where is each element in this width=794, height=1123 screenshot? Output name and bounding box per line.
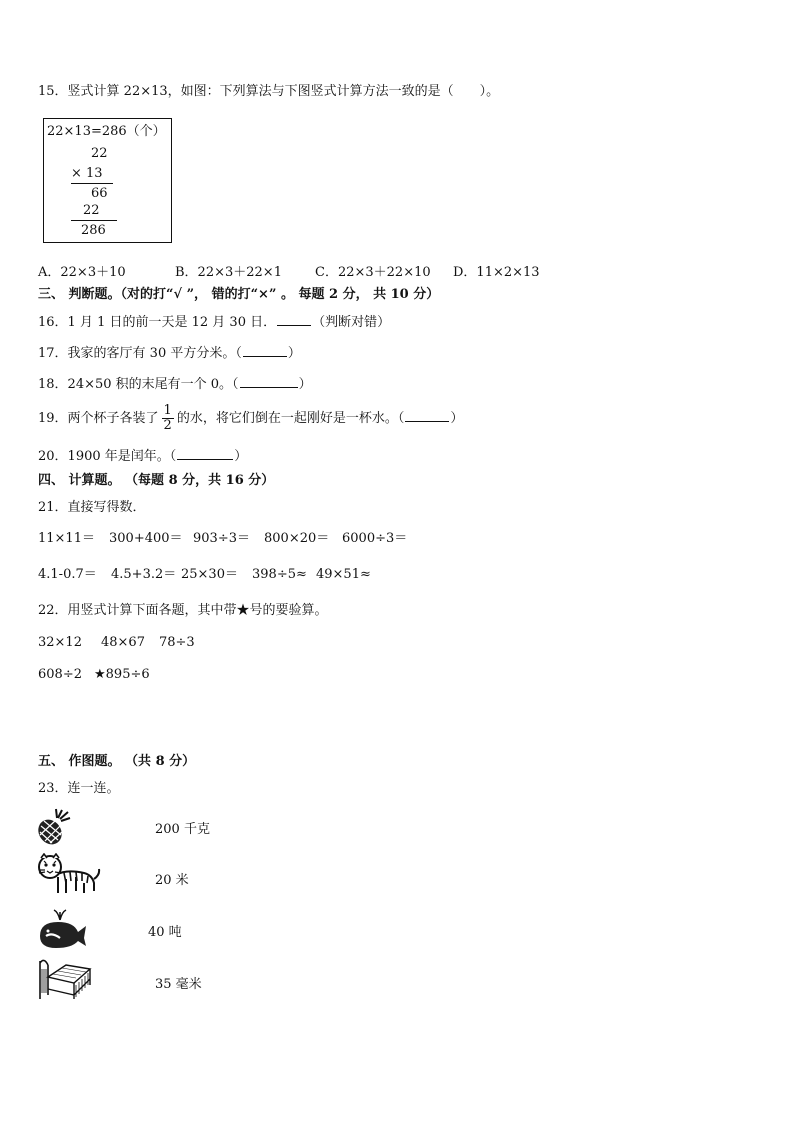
whale-icon[interactable] [36, 908, 88, 950]
calc-title: 22×13=286（个） [47, 124, 166, 139]
q15-option-a[interactable]: A．22×3＋10 [38, 265, 126, 280]
q18 [38, 375, 312, 393]
q16-suffix: （判断对错） [312, 315, 391, 330]
q20-text: 20．1900 年是闰年。（ [38, 449, 177, 464]
q22-stem: 22．用竖式计算下面各题，其中带★号的要验算。 [38, 603, 328, 618]
q18-answer-blank[interactable] [240, 375, 298, 388]
q19 [38, 404, 463, 434]
unit-40-tons[interactable]: 40 吨 [148, 925, 182, 940]
q21-row-1-item-3: 903÷3＝ [193, 531, 250, 546]
q21-row-1-item-5: 6000÷3＝ [342, 531, 408, 546]
calc-partial-2: 22 [83, 203, 100, 218]
q22-item-5: ★895÷6 [94, 667, 150, 682]
section-4-heading: 四、 计算题。 （每题 8 分，共 16 分） [38, 473, 275, 488]
fraction-one-half [162, 404, 174, 433]
q17 [38, 344, 301, 362]
section-3-heading: 三、 判断题。（对的打“√ ”， 错的打“×” 。 每题 2 分， 共 10 分） [38, 287, 440, 302]
q21-row-1-item-1: 11×11＝ [38, 531, 95, 546]
q21-row-1-item-2: 300+400＝ [109, 531, 183, 546]
q19-suffix: ） [450, 411, 464, 426]
fraction-numerator: 1 [163, 403, 172, 418]
calc-line-2 [71, 220, 117, 221]
calc-multiplier: × 13 [71, 166, 103, 181]
q22-item-1: 32×12 [38, 635, 82, 650]
q21-row-2-item-2: 4.5+3.2＝ [111, 567, 177, 582]
calc-product: 286 [81, 223, 106, 238]
vertical-calc-box [43, 118, 172, 243]
q17-answer-blank[interactable] [243, 344, 287, 357]
pineapple-icon[interactable] [36, 808, 72, 846]
tiger-icon[interactable] [36, 853, 102, 895]
q16-text: 16．1 月 1 日的前一天是 12 月 30 日． [38, 315, 277, 330]
q15-stem: 15．竖式计算 22×13，如图：下列算法与下图竖式计算方法一致的是（ ）。 [38, 84, 500, 99]
q18-suffix: ） [298, 377, 312, 392]
calc-line-1 [71, 183, 113, 184]
unit-200-kilograms[interactable]: 200 千克 [155, 822, 210, 837]
q19-text: 19．两个杯子各装了 [38, 411, 159, 426]
q21-row-2-item-5: 49×51≈ [316, 567, 371, 582]
q17-suffix: ） [287, 346, 301, 361]
q22-item-2: 48×67 [101, 635, 145, 650]
q22-item-4: 608÷2 [38, 667, 82, 682]
q20-answer-blank[interactable] [177, 447, 233, 460]
q22-item-3: 78÷3 [159, 635, 195, 650]
calc-partial-1: 66 [91, 186, 108, 201]
q16 [38, 313, 390, 331]
q20 [38, 447, 247, 465]
q15-option-b[interactable]: B．22×3＋22×1 [175, 265, 282, 280]
q19-text-2: 的水，将它们倒在一起刚好是一杯水。（ [176, 411, 405, 426]
q21-row-2-item-4: 398÷5≈ [252, 567, 307, 582]
q15-option-c[interactable]: C．22×3＋22×10 [315, 265, 431, 280]
q17-text: 17．我家的客厅有 30 平方分米。（ [38, 346, 242, 361]
q21-row-2-item-3: 25×30＝ [181, 567, 238, 582]
unit-35-millimeters[interactable]: 35 毫米 [155, 977, 202, 992]
unit-20-meters[interactable]: 20 米 [155, 873, 189, 888]
fraction-denominator: 2 [163, 418, 172, 433]
calc-multiplicand: 22 [91, 146, 108, 161]
q21-row-1-item-4: 800×20＝ [264, 531, 330, 546]
q19-answer-blank[interactable] [405, 409, 449, 422]
q20-suffix: ） [234, 449, 248, 464]
q18-text: 18．24×50 积的末尾有一个 0。（ [38, 377, 239, 392]
q16-answer-blank[interactable] [277, 313, 311, 326]
q21-stem: 21．直接写得数． [38, 500, 146, 515]
q15-option-d[interactable]: D．11×2×13 [453, 265, 540, 280]
bed-icon[interactable] [36, 955, 92, 1001]
q21-row-2-item-1: 4.1-0.7＝ [38, 567, 97, 582]
section-5-heading: 五、 作图题。 （共 8 分） [38, 754, 196, 769]
q23-stem: 23．连一连。 [38, 781, 120, 796]
